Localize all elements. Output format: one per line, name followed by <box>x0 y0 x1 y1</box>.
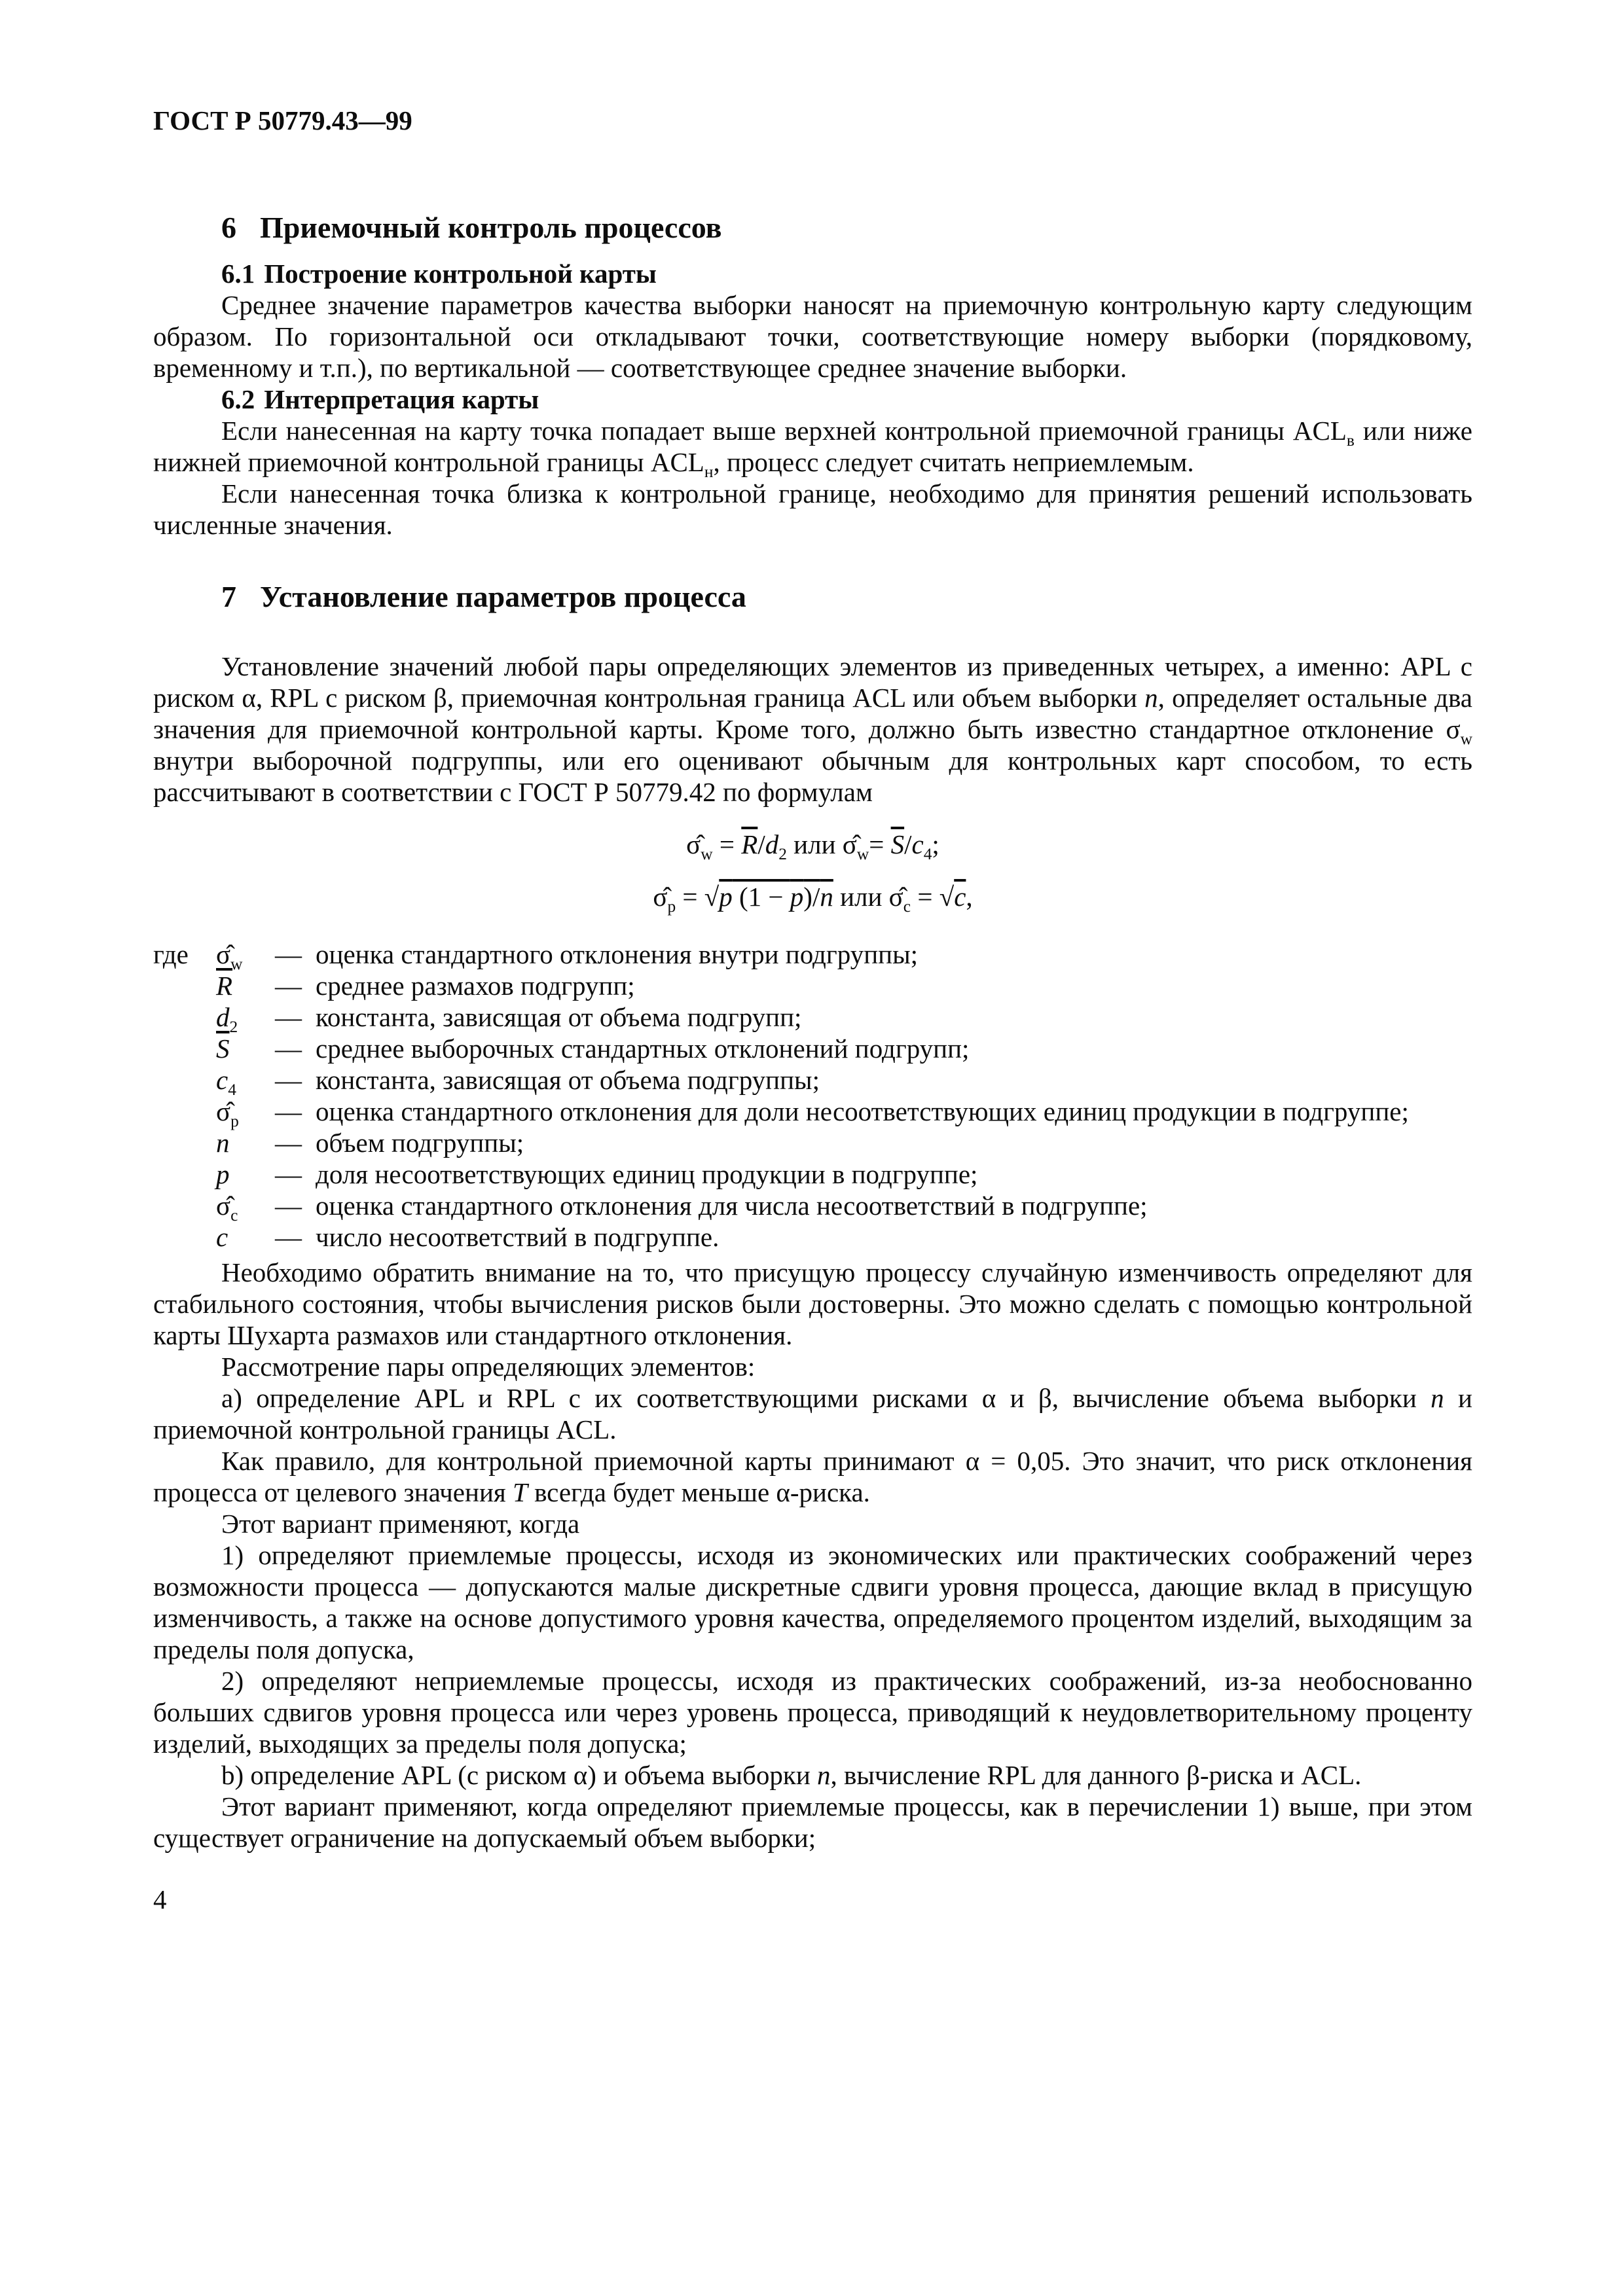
list-item-b: b) определение APL (с риском α) и объема выборки n, вычисление RPL для данного β-риска и ACL. <box>221 1760 1362 1790</box>
definitions-list <box>153 939 1472 1253</box>
definition-dash: — <box>275 1128 302 1158</box>
definition-symbol: $\overline{R}$ <box>216 971 233 1001</box>
definition-row <box>153 970 1472 1001</box>
page-number: 4 <box>153 1884 167 1914</box>
definition-row <box>153 1158 1472 1190</box>
definition-description: оценка стандартного отклонения для числа несоответствий в подгруппе; <box>316 1191 1148 1221</box>
definition-dash: — <box>275 1065 302 1095</box>
paragraph: Рассмотрение пары определяющих элементов: <box>221 1352 756 1382</box>
definition-row <box>153 1221 1472 1253</box>
definition-symbol: $\sigmâ_w$ <box>216 939 243 974</box>
definition-symbol: c <box>216 1222 228 1252</box>
section-number: 6 <box>221 211 236 244</box>
definition-symbol: $\sigmâ_c$ <box>216 1191 238 1225</box>
definition-row <box>153 1033 1472 1064</box>
definition-row <box>153 939 1472 974</box>
paragraph: Необходимо обратить внимание на то, что присущую процессу случайную изменчивость определяют для стабильного состояния, чтобы вычисления рисков были достоверны. Это можно сделать с помощью контрольной карты Шухарта размахов или стандартного отклонения. <box>153 1257 1472 1350</box>
definition-symbol: p <box>216 1159 230 1189</box>
definition-symbol: $c_4$ <box>216 1065 236 1100</box>
paragraph: Среднее значение параметров качества выборки наносят на приемочную контрольную карту следующим образом. По горизонтальной оси откладывают точки, соответствующие номеру выборки (порядковому, временному и т.п.), по вертикальной — соответствующее среднее значение выборки. <box>153 290 1472 383</box>
definition-dash: — <box>275 1222 302 1252</box>
definition-symbol: n <box>216 1128 230 1158</box>
definition-description: оценка стандартного отклонения для доли несоответствующих единиц продукции в подгруппе; <box>316 1096 1409 1126</box>
section-number: 6.2 <box>221 384 255 414</box>
section-number: 6.1 <box>221 259 255 289</box>
definition-symbol: $\overline{S}$ <box>216 1033 230 1064</box>
definition-row <box>153 1127 1472 1158</box>
definition-row <box>153 1190 1472 1225</box>
section-title: Установление параметров процесса <box>260 580 746 613</box>
section-6-heading <box>153 209 1472 246</box>
definition-dash: — <box>275 939 302 969</box>
definition-row <box>153 1064 1472 1100</box>
paragraph: Если нанесенная на карту точка попадает выше верхней контрольной приемочной границы $ACL_в$ или ниже нижней приемочной контрольной границы $ACL_н$, процесс следует считать неприемлемым. <box>153 416 1472 482</box>
definition-description: оценка стандартного отклонения внутри подгруппы; <box>316 939 919 969</box>
definition-dash: — <box>275 1191 302 1221</box>
list-item-2: 2) определяют неприемлемые процессы, исходя из практических соображений, из-за необоснованно больших сдвигов уровня процесса или через уровень процесса, приводящий к неудовлетворительному проценту изделий, выходящих за пределы поля допуска; <box>153 1666 1472 1759</box>
definition-lead: где <box>153 939 189 969</box>
definition-dash: — <box>275 1002 302 1032</box>
definition-description: константа, зависящая от объема подгруппы; <box>316 1065 820 1095</box>
paragraph: Этот вариант применяют, когда определяют приемлемые процессы, как в перечислении 1) выше, при этом существует ограничение на допускаемый объем выборки; <box>153 1791 1472 1853</box>
section-number: 7 <box>221 580 236 613</box>
definition-row <box>153 1096 1472 1131</box>
definition-dash: — <box>275 1159 302 1189</box>
definition-description: среднее размахов подгрупп; <box>316 971 635 1001</box>
section-7 <box>153 579 1472 1854</box>
formula-sigma-p: $\sigmâ_p = √p$ (1 − p)/n или $\sigmâ_c = √c$, <box>653 882 973 916</box>
definition-symbol: $d_2$ <box>216 1002 238 1037</box>
section-6-1-heading <box>153 258 1472 289</box>
definition-dash: — <box>275 1096 302 1126</box>
definition-description: среднее выборочных стандартных отклонений подгрупп; <box>316 1033 970 1064</box>
paragraph: Если нанесенная точка близка к контрольной границе, необходимо для принятия решений использовать численные значения. <box>153 478 1472 540</box>
definition-description: доля несоответствующих единиц продукции в подгруппе; <box>316 1159 978 1189</box>
section-title: Интерпретация карты <box>264 384 539 414</box>
definition-description: объем подгруппы; <box>316 1128 524 1158</box>
definition-description: число несоответствий в подгруппе. <box>316 1222 720 1252</box>
section-title: Приемочный контроль процессов <box>260 211 722 244</box>
formula-sigma-w: $\sigmâ_w = \overline{R}/d_2$ или $\sigmâ_w= \overline{S}/c_4$; <box>686 829 939 864</box>
section-7-heading <box>153 579 1472 615</box>
definition-symbol: $\sigmâ_p$ <box>216 1096 239 1131</box>
definition-dash: — <box>275 971 302 1001</box>
section-6-2-heading <box>153 384 1472 415</box>
section-title: Построение контрольной карты <box>264 259 657 289</box>
paragraph: Этот вариант применяют, когда <box>221 1509 580 1539</box>
definition-description: константа, зависящая от объема подгрупп; <box>316 1002 802 1032</box>
document-header: ГОСТ Р 50779.43—99 <box>153 105 412 135</box>
section-6 <box>153 209 1472 541</box>
paragraph: Установление значений любой пары определяющих элементов из приведенных четырех, а именно: APL с риском α, RPL с риском β, приемочная контрольная граница ACL или объем выборки n, определяет остальные два значения для приемочной контрольной карты. Кроме того, должно быть известно стандартное отклонение $\sigma_w$ внутри выборочной подгруппы, или его оценивают обычным для контрольных карт способом, то есть рассчитывают в соответствии с ГОСТ Р 50779.42 по формулам <box>153 651 1472 807</box>
definition-dash: — <box>275 1033 302 1064</box>
paragraph: Как правило, для контрольной приемочной карты принимают α = 0,05. Это значит, что риск отклонения процесса от целевого значения T всегда будет меньше α-риска. <box>153 1446 1472 1507</box>
definition-row <box>153 1001 1472 1037</box>
list-item-a: a) определение APL и RPL с их соответствующими рисками α и β, вычисление объема выборки n и приемочной контрольной границы ACL. <box>153 1383 1472 1444</box>
list-item-1: 1) определяют приемлемые процессы, исходя из экономических или практических соображений через возможности процесса — допускаются малые дискретные сдвиги уровня процесса, дающие вклад в присущую изменчивость, а также на основе допустимого уровня качества, определяемого процентом изделий, выходящим за пределы поля допуска, <box>153 1540 1472 1664</box>
